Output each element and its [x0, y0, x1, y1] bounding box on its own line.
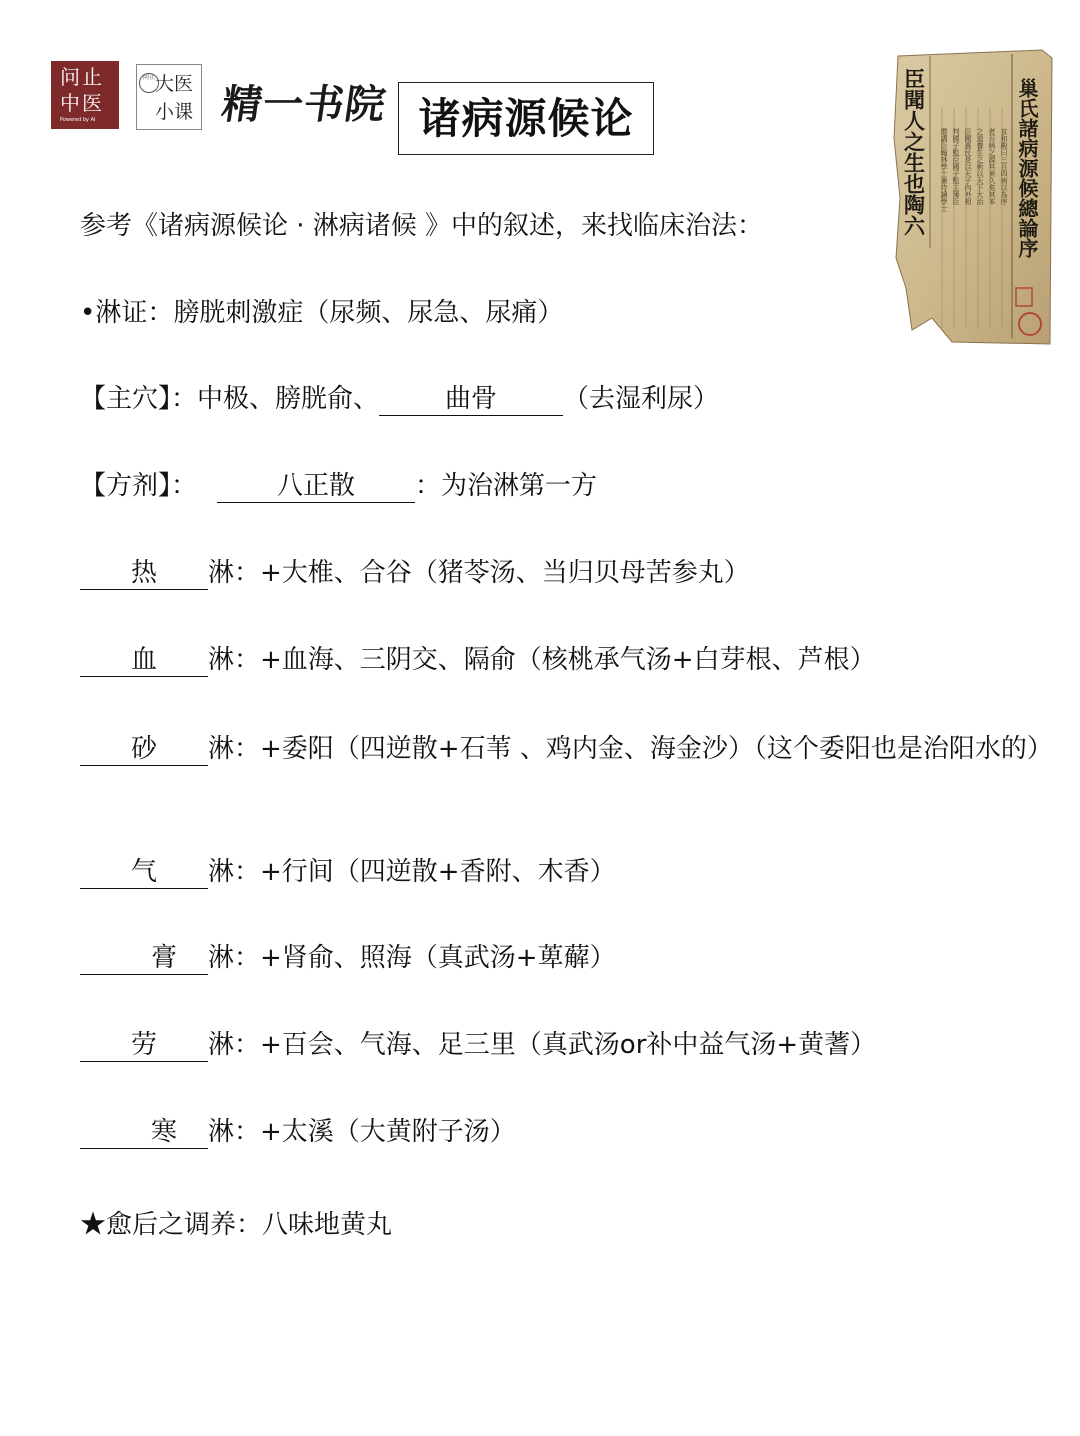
svg-text:者百病之源其來久矣其本: 者百病之源其來久矣其本: [988, 128, 996, 205]
logo-text: 问止: [60, 65, 104, 89]
fill-blank-answer: 热: [80, 557, 208, 590]
fill-blank-answer: 曲骨: [379, 383, 563, 416]
lin-type-text: 淋：+太溪（大黄附子汤）: [208, 1117, 516, 1147]
page-title-box: [398, 82, 654, 155]
logo-tagline: Powered by AI: [60, 117, 96, 123]
definition-line: •淋证：膀胱刺激症（尿频、尿急、尿痛）: [80, 298, 564, 328]
lin-type-row: [80, 555, 750, 591]
logo-text: 中医: [60, 91, 104, 115]
lin-type-text: 淋：+行间（四逆散+香附、木香）: [208, 857, 616, 887]
fill-blank-answer: 劳: [80, 1029, 208, 1062]
fill-blank-answer: 血: [80, 644, 208, 677]
lin-type-text: 淋：+百会、气海、足三里（真武汤or补中益气汤+黄蓍）: [208, 1030, 877, 1060]
formula-label: 【方剂】：: [80, 471, 198, 501]
lin-type-row: [80, 1027, 876, 1063]
formula-suffix: ：为治淋第一方: [415, 471, 598, 501]
fill-blank-answer: 砂: [80, 733, 208, 766]
logo-text: 小课: [155, 101, 194, 123]
lin-type-text: 淋：+肾俞、照海（真武汤+萆薢）: [208, 943, 616, 973]
aftercare-line: ★愈后之调养：八味地黄丸: [80, 1210, 393, 1240]
wenzhi-logo: [51, 61, 119, 129]
svg-text:之道養生之術以天下大治: 之道養生之術以天下大治: [976, 128, 984, 205]
main-points-label: 【主穴】：中极、膀胱俞、: [80, 384, 380, 414]
lin-type-text: 淋：+血海、三阴交、隔俞（核桃承气汤+白芽根、芦根）: [208, 645, 876, 675]
page-title: 诸病源候论: [418, 94, 634, 143]
seal-icon: 问止: [139, 73, 159, 93]
svg-text:臣聞惠民是以天子內外相: 臣聞惠民是以天子內外相: [964, 128, 972, 205]
book-title-text: 巢氏諸病源候總論序: [1015, 78, 1039, 258]
svg-text:宣和殿曰三百四病以為序: 宣和殿曰三百四病以為序: [1000, 128, 1008, 205]
book-side-text: 臣聞人之生也陶六: [901, 68, 927, 236]
svg-text:禦講臣翰林學士兼侍讀學士: 禦講臣翰林學士兼侍讀學士: [940, 128, 948, 212]
fill-blank-answer: 气: [80, 856, 208, 889]
main-points-line: [80, 381, 719, 417]
fill-blank-answer: 寒: [80, 1116, 208, 1149]
lin-type-text: 淋：+委阳（四逆散+石苇 、鸡内金、海金沙）（这个委阳也是治阳水的）: [208, 734, 1053, 764]
lin-type-row: [80, 729, 1060, 769]
logo-text: 大医: [155, 73, 194, 95]
main-points-suffix: （去湿利尿）: [563, 384, 720, 414]
fill-blank-answer: 八正散: [217, 470, 415, 503]
lin-type-row: [80, 940, 616, 976]
svg-text:判國子監臣國子監主簿臣: 判國子監臣國子監主簿臣: [952, 128, 960, 205]
lin-type-row: [80, 854, 616, 890]
intro-line: 参考《诸病源候论 · 淋病诸候 》中的叙述，来找临床治法：: [80, 211, 764, 241]
lin-type-row: [80, 642, 876, 678]
lin-type-text: 淋：+大椎、合谷（猪苓汤、当归贝母苦参丸）: [208, 558, 750, 588]
formula-line: [80, 468, 597, 504]
lin-type-row: [80, 1114, 516, 1150]
fill-blank-answer: 膏: [80, 942, 208, 975]
antique-book-image: [892, 48, 1054, 346]
dayi-xiaoke-logo: [136, 64, 202, 130]
calligraphy-logo: 精一书院: [218, 81, 390, 128]
